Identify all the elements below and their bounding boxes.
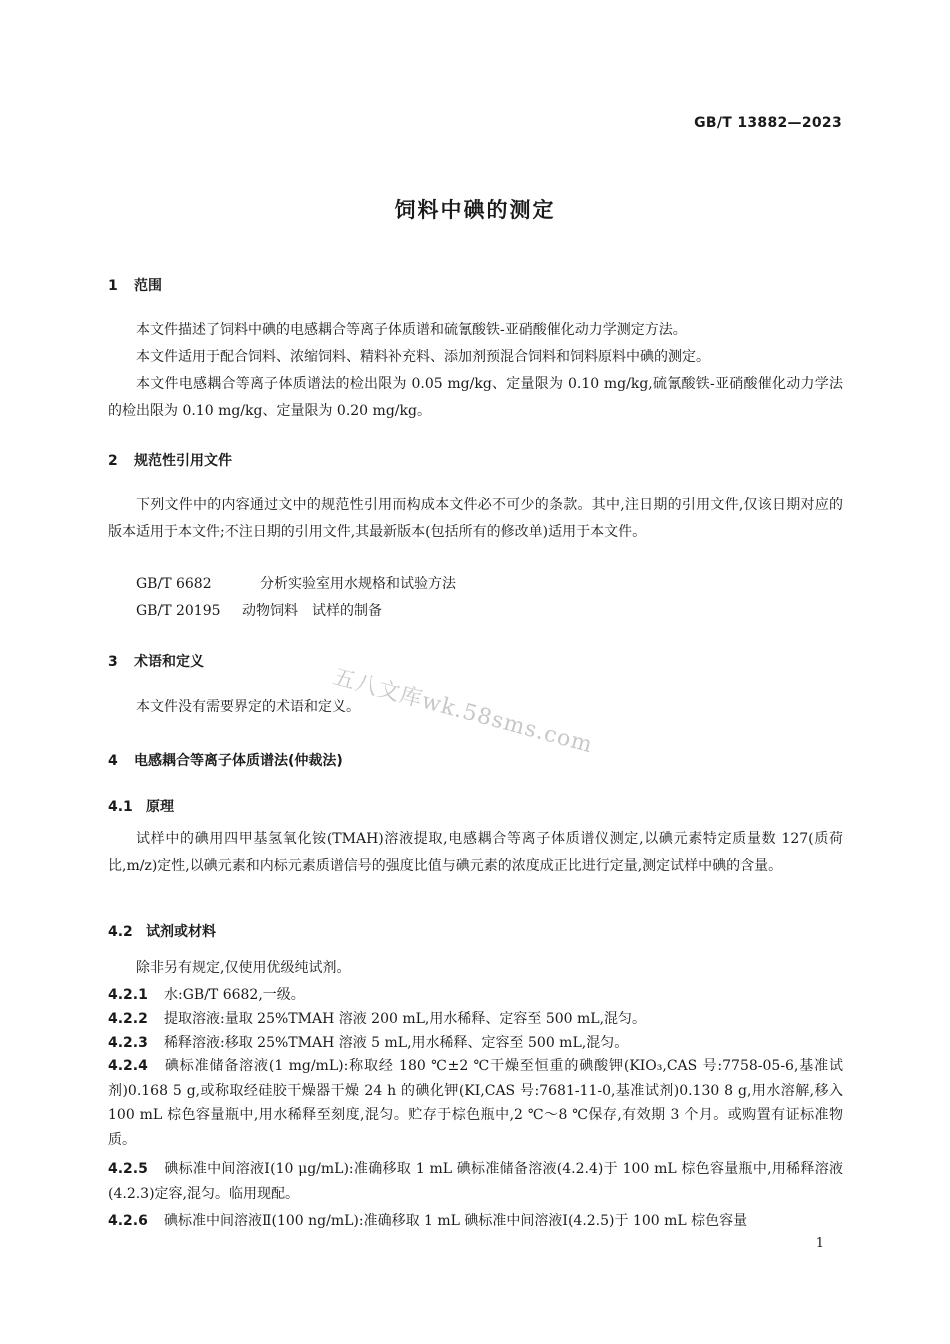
clause-text: 碘标准储备溶液(1 mg/mL):称取经 180 ℃±2 ℃干燥至恒重的碘酸钾(KIO₃,CAS 号:7758-05-6,基准试剂)0.168 5 g,或称取经硅胶干燥器干燥 24 h 的碘化钾(KI,CAS 号:7681-11-0,基准试剂)0.130 8 g,用水溶解,移入 100 mL 棕色容量瓶中,用水稀释至刻度,混匀。贮存于棕色瓶中,2 ℃～8 ℃保存,有效期 3 个月。或购置有证标准物质。	[108, 1058, 843, 1148]
section-1-paragraph-3: 本文件电感耦合等离子体质谱法的检出限为 0.05 mg/kg、定量限为 0.10 mg/kg,硫氰酸铁-亚硝酸催化动力学法的检出限为 0.10 mg/kg、定量限为 0.20 mg/kg。	[108, 376, 843, 419]
reference-title: 动物饲料 试样的制备	[242, 603, 382, 619]
subsection-number: 4.1	[108, 799, 133, 815]
subsection-4-1-paragraph: 试样中的碘用四甲基氢氧化铵(TMAH)溶液提取,电感耦合等离子体质谱仪测定,以碘元素特定质量数 127(质荷比,m/z)定性,以碘元素和内标元素质谱信号的强度比值与碘元素的浓度成正比进行定量,测定试样中碘的含量。	[108, 831, 843, 874]
subsection-4-2-intro: 除非另有规定,仅使用优级纯试剂。	[136, 960, 351, 976]
clause-text: 碘标准中间溶液Ⅱ(100 ng/mL):准确移取 1 mL 碘标准中间溶液Ⅰ(4.2.5)于 100 mL 棕色容量	[164, 1213, 748, 1229]
section-number: 2	[108, 453, 118, 469]
clause-text: 碘标准中间溶液Ⅰ(10 μg/mL):准确移取 1 mL 碘标准储备溶液(4.2.4)于 100 mL 棕色容量瓶中,用稀释溶液(4.2.3)定容,混匀。临用现配。	[108, 1161, 843, 1202]
section-number: 1	[108, 278, 118, 294]
clause-4-2-2	[108, 1006, 843, 1033]
page-number: 1	[815, 1236, 824, 1251]
clause-4-2-4	[108, 1054, 843, 1152]
clause-number: 4.2.4	[108, 1058, 148, 1074]
section-1-paragraph-1: 本文件描述了饲料中碘的电感耦合等离子体质谱和硫氰酸铁-亚硝酸催化动力学测定方法。	[136, 322, 687, 338]
clause-4-2-1	[108, 982, 843, 1009]
clause-number: 4.2.6	[108, 1213, 148, 1229]
section-4-heading	[108, 750, 343, 770]
reference-title: 分析实验室用水规格和试验方法	[260, 576, 456, 592]
section-1-paragraph-2: 本文件适用于配合饲料、浓缩饲料、精料补充料、添加剂预混合饲料和饲料原料中碘的测定。	[136, 349, 710, 365]
clause-number: 4.2.1	[108, 987, 148, 1003]
standard-code: GB/T 13882—2023	[694, 115, 842, 131]
subsection-title: 原理	[146, 799, 174, 815]
section-title: 范围	[134, 278, 162, 294]
subsection-4-2-heading	[108, 921, 216, 941]
section-2-heading	[108, 450, 232, 470]
section-title: 术语和定义	[134, 654, 204, 670]
clause-4-2-6	[108, 1208, 843, 1234]
clause-number: 4.2.2	[108, 1011, 148, 1027]
clause-4-2-3	[108, 1030, 843, 1057]
watermark-text: 五八文库wk.58sms.com	[330, 664, 596, 759]
section-title: 规范性引用文件	[134, 453, 232, 469]
reference-code: GB/T 6682	[136, 576, 212, 592]
section-3-heading	[108, 651, 204, 671]
subsection-title: 试剂或材料	[146, 924, 216, 940]
normative-reference	[136, 600, 382, 620]
section-title: 电感耦合等离子体质谱法(仲裁法)	[134, 753, 343, 769]
section-number: 4	[108, 753, 118, 769]
clause-4-2-5	[108, 1157, 843, 1206]
section-number: 3	[108, 654, 118, 670]
section-3-paragraph-1: 本文件没有需要界定的术语和定义。	[136, 699, 360, 715]
clause-text: 提取溶液:量取 25%TMAH 溶液 200 mL,用水稀释、定容至 500 mL,混匀。	[164, 1011, 647, 1027]
subsection-4-1-heading	[108, 796, 174, 816]
clause-text: 稀释溶液:移取 25%TMAH 溶液 5 mL,用水稀释、定容至 500 mL,混匀。	[164, 1035, 629, 1051]
clause-number: 4.2.3	[108, 1035, 148, 1051]
document-title: 饲料中碘的测定	[394, 198, 556, 222]
subsection-number: 4.2	[108, 924, 133, 940]
clause-text: 水:GB/T 6682,一级。	[164, 987, 305, 1003]
reference-code: GB/T 20195	[136, 603, 221, 619]
normative-reference	[136, 573, 456, 593]
clause-number: 4.2.5	[108, 1161, 148, 1177]
section-1-heading	[108, 275, 162, 295]
section-2-paragraph-1: 下列文件中的内容通过文中的规范性引用而构成本文件必不可少的条款。其中,注日期的引用文件,仅该日期对应的版本适用于本文件;不注日期的引用文件,其最新版本(包括所有的修改单)适用于本文件。	[108, 497, 843, 540]
